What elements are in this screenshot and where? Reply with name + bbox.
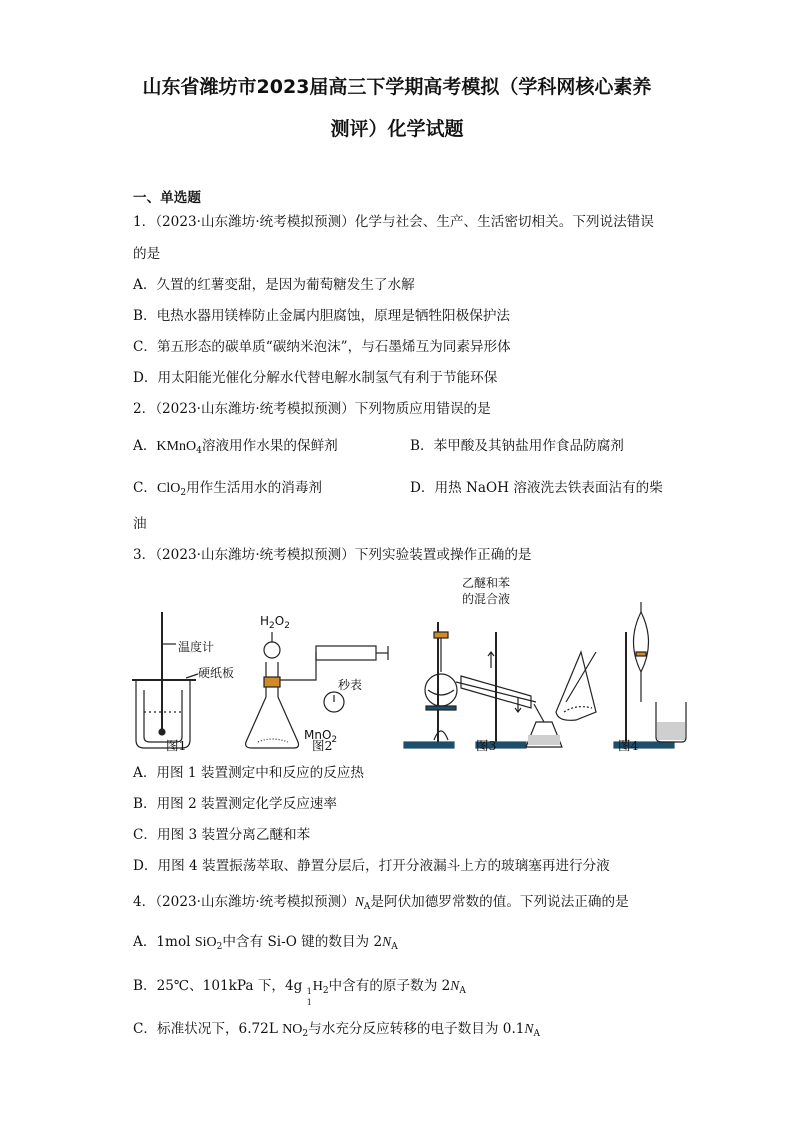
h2o2-o: O (274, 614, 285, 628)
q4-stem-prefix: 4．（2023·山东潍坊·统考模拟预测） (133, 894, 355, 910)
fig1-thermometer-label: 温度计 (178, 640, 215, 654)
q4-c-na-sub: A (533, 1029, 540, 1039)
q4-a-formula: SiO (194, 935, 217, 950)
fig2-stopwatch-label: 秒表 (338, 678, 363, 692)
q4-a-prefix: A．1mol (133, 934, 195, 950)
h2o2-h: H (260, 614, 270, 628)
q4-na-symbol: N (354, 894, 364, 909)
q4-b-formula-sub: 2 (322, 986, 329, 996)
fig4-caption: 图4 (618, 738, 639, 753)
q3-option-a: A．用图 1 装置测定中和反应的反应热 (133, 765, 365, 781)
q4-b-na-sub: A (459, 986, 466, 996)
q2-option-a (133, 436, 338, 461)
fig1-beaker (132, 612, 198, 748)
q2-a-formula: KMnO (156, 439, 197, 454)
q1-option-d: D．用太阳能光催化分解水代替电解水制氢气有利于节能环保 (133, 370, 498, 386)
fig2-h2o2-label (260, 614, 290, 631)
q2-c-formula-sub: 2 (180, 488, 187, 498)
q4-c-text: 与水充分反应转移的电子数目为 0.1 (308, 1021, 525, 1037)
q4-c-prefix: C．标准状况下，6.72L (133, 1021, 283, 1037)
q4-na-sub: A (363, 902, 371, 912)
q1-option-b: B．电热水器用镁棒防止金属内胆腐蚀，原理是牺牲阳极保护法 (133, 308, 511, 324)
fig3-distillation (404, 622, 562, 748)
page-title-line1: 山东省潍坊市2023届高三下学期高考模拟（学科网核心素养 (142, 76, 652, 98)
fig2-caption: 图2 (312, 738, 333, 753)
q3-option-d: D．用图 4 装置振荡萃取、静置分层后，打开分液漏斗上方的玻璃塞再进行分液 (133, 858, 610, 874)
q4-stem (133, 892, 629, 917)
mno2-text: MnO (304, 728, 332, 742)
h2o2-sub2: 2 (284, 621, 290, 631)
section-heading: 一、单选题 (133, 190, 201, 206)
q2-option-b: B．苯甲酸及其钠盐用作食品防腐剂 (410, 438, 624, 454)
fig3-mixture-label-line2: 的混合液 (462, 592, 511, 606)
q1-option-c: C．第五形态的碳单质“碳纳米泡沫”，与石墨烯互为同素异形体 (133, 339, 511, 355)
q1-stem-line2: 的是 (133, 246, 161, 262)
q2-option-c (133, 478, 322, 503)
q3-apparatus-figure (126, 572, 696, 757)
q4-b-isotope-number: 1 (306, 998, 312, 1007)
mno2-sub: 2 (331, 735, 338, 745)
q2-option-d-line2: 油 (133, 516, 147, 532)
h2o2-sub1: 2 (269, 621, 275, 631)
q2-c-text: 用作生活用水的消毒剂 (186, 480, 323, 496)
q4-option-b (133, 976, 466, 1007)
q3-stem: 3．（2023·山东潍坊·统考模拟预测）下列实验装置或操作正确的是 (133, 547, 532, 563)
q2-option-d-line1: D．用热 NaOH 溶液洗去铁表面沾有的柴 (410, 480, 663, 496)
fig1-caption: 图1 (166, 738, 187, 753)
q2-a-formula-sub: 4 (196, 446, 202, 456)
page-title-line2: 测评）化学试题 (330, 118, 464, 140)
fig4-separatory-funnel (556, 602, 686, 748)
q2-c-prefix: C． (133, 480, 157, 496)
q4-b-isotope-mass: 1 (306, 987, 312, 996)
q1-option-a: A．久置的红薯变甜，是因为葡萄糖发生了水解 (133, 277, 415, 293)
fig3-mixture-label-line1: 乙醚和苯 (462, 576, 511, 590)
q2-c-formula: ClO (157, 481, 181, 496)
q2-a-text: 溶液用作水果的保鲜剂 (201, 438, 338, 454)
q4-c-formula: NO (282, 1022, 303, 1037)
q4-b-formula: H (312, 979, 323, 994)
q4-a-na-sub: A (391, 942, 398, 952)
q3-option-c: C．用图 3 装置分离乙醚和苯 (133, 827, 311, 843)
q3-option-b: B．用图 2 装置测定化学反应速率 (133, 796, 337, 812)
q1-stem-line1: 1．（2023·山东潍坊·统考模拟预测）化学与社会、生产、生活密切相关。下列说法错误 (133, 214, 654, 230)
q4-option-c (133, 1019, 540, 1044)
q4-b-prefix: B．25℃、101kPa 下，4g (133, 978, 307, 994)
q4-a-formula-sub: 2 (216, 942, 223, 952)
q4-a-na: N (382, 934, 392, 949)
q4-c-na: N (524, 1021, 534, 1036)
q2-stem: 2．（2023·山东潍坊·统考模拟预测）下列物质应用错误的是 (133, 401, 491, 417)
q4-b-text: 中含有的原子数为 2 (328, 978, 451, 994)
fig3-caption: 图3 (476, 738, 497, 753)
q4-c-formula-sub: 2 (302, 1029, 309, 1039)
q2-a-prefix: A． (133, 438, 157, 454)
q4-stem-text: 是阿伏加德罗常数的值。下列说法正确的是 (370, 894, 629, 910)
fig1-cardboard-label: 硬纸板 (198, 666, 235, 680)
q4-option-a (133, 932, 398, 957)
q4-a-text: 中含有 Si-O 键的数目为 2 (222, 934, 383, 950)
q4-b-na: N (450, 978, 460, 993)
